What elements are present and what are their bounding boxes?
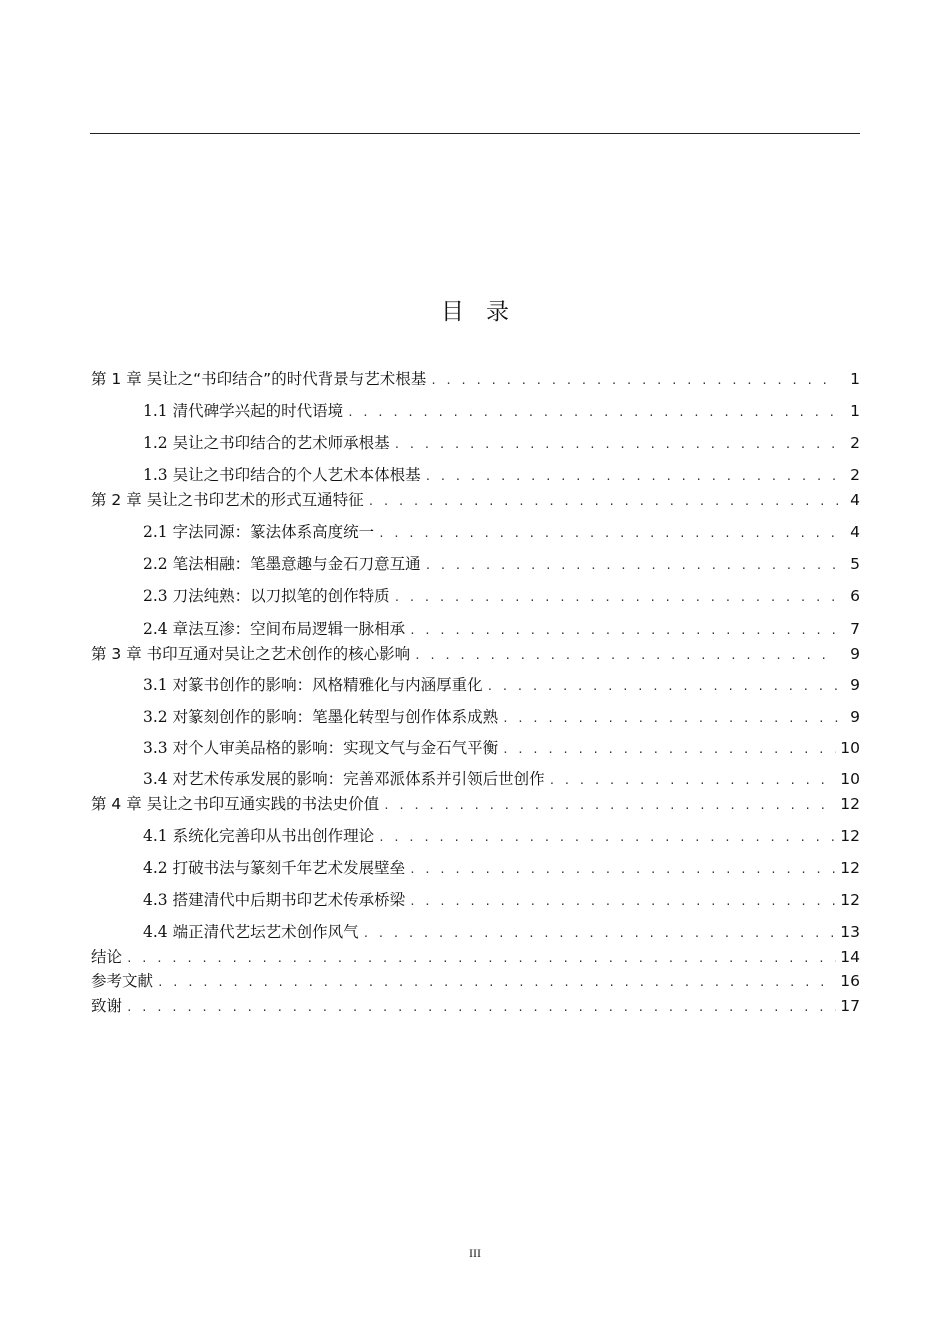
toc-entry-page: 7 [850,620,860,638]
dot-leader [394,584,838,610]
toc-entry-label: 1.3 吴让之书印结合的个人艺术本体根基 [143,466,421,484]
toc-entry-label: 3.2 对篆刻创作的影响：笔墨化转型与创作体系成熟 [143,708,499,726]
toc-entry-chapter-1[interactable] [91,367,860,391]
toc-entry-conclusion[interactable] [91,945,860,969]
toc-entry-section-1-3[interactable] [143,463,860,487]
dot-leader [409,617,838,643]
toc-entry-label: 参考文献 [91,972,154,990]
toc-entry-section-3-2[interactable] [143,705,860,729]
toc-entry-label: 3.4 对艺术传承发展的影响：完善邓派体系并引领后世创作 [143,770,545,788]
toc-entry-label: 2.4 章法互渗：空间布局逻辑一脉相承 [143,620,406,638]
toc-entry-chapter-3[interactable] [91,642,860,666]
toc-entry-page: 4 [850,491,860,509]
toc-entry-page: 12 [840,827,860,845]
toc-entry-section-4-1[interactable] [143,824,860,848]
toc-entry-section-4-3[interactable] [143,888,860,912]
toc-entry-label: 致谢 [91,997,123,1015]
dot-leader [487,673,838,699]
toc-entry-page: 14 [840,948,860,966]
dot-leader [394,431,838,457]
toc-entry-page: 6 [850,587,860,605]
toc-entry-label: 2.1 字法同源：篆法体系高度统一 [143,523,375,541]
dot-leader [409,856,836,882]
toc-entry-label: 3.3 对个人审美品格的影响：实现文气与金石气平衡 [143,739,499,757]
toc-entry-section-3-4[interactable] [143,767,860,791]
dot-leader [549,767,837,793]
toc-entry-page: 2 [850,466,860,484]
toc-entry-label: 1.2 吴让之书印结合的艺术师承根基 [143,434,390,452]
toc-entry-page: 12 [840,891,860,909]
toc-entry-label: 4.2 打破书法与篆刻千年艺术发展壁垒 [143,859,406,877]
toc-entry-section-1-2[interactable] [143,431,860,455]
toc-entry-label: 1.1 清代碑学兴起的时代语境 [143,402,344,420]
dot-leader [126,994,836,1020]
toc-entry-label: 3.1 对篆书创作的影响：风格精雅化与内涵厚重化 [143,676,483,694]
dot-leader [383,792,836,818]
toc-entry-chapter-4[interactable] [91,792,860,816]
toc-entry-page: 2 [850,434,860,452]
toc-entry-acknowledgements[interactable] [91,994,860,1018]
footer-page-number: III [469,1246,481,1260]
toc-entry-page: 1 [850,402,860,420]
toc-entry-section-3-1[interactable] [143,673,860,697]
toc-entry-label: 第 4 章 吴让之书印互通实践的书法史价值 [91,795,380,813]
toc-entry-label: 4.3 搭建清代中后期书印艺术传承桥梁 [143,891,406,909]
toc-entry-section-1-1[interactable] [143,399,860,423]
toc-entry-label: 第 3 章 书印互通对吴让之艺术创作的核心影响 [91,645,411,663]
dot-leader [425,463,838,489]
toc-entry-section-4-2[interactable] [143,856,860,880]
toc-entry-page: 10 [840,770,860,788]
toc-entry-page: 9 [850,676,860,694]
toc-entry-chapter-2[interactable] [91,488,860,512]
toc-entry-label: 4.1 系统化完善印从书出创作理论 [143,827,375,845]
dot-leader [126,945,836,971]
dot-leader [430,367,838,393]
dot-leader [378,824,836,850]
toc-entry-label: 第 2 章 吴让之书印艺术的形式互通特征 [91,491,364,509]
dot-leader [502,736,836,762]
dot-leader [368,488,838,514]
dot-leader [414,642,838,668]
toc-entry-page: 12 [840,859,860,877]
dot-leader [502,705,838,731]
toc-entry-section-2-4[interactable] [143,617,860,641]
toc-title: 目录 [441,299,531,325]
dot-leader [425,552,838,578]
dot-leader [157,969,836,995]
toc-entry-label: 2.2 笔法相融：笔墨意趣与金石刀意互通 [143,555,421,573]
dot-leader [378,520,838,546]
toc-entry-page: 9 [850,708,860,726]
toc-entry-page: 1 [850,370,860,388]
toc-entry-label: 4.4 端正清代艺坛艺术创作风气 [143,923,359,941]
toc-entry-page: 17 [840,997,860,1015]
dot-leader [363,920,837,946]
toc-entry-page: 4 [850,523,860,541]
toc-entry-page: 10 [840,739,860,757]
toc-entry-page: 5 [850,555,860,573]
toc-entry-label: 结论 [91,948,123,966]
toc-entry-section-2-2[interactable] [143,552,860,576]
dot-leader [409,888,836,914]
toc-entry-references[interactable] [91,969,860,993]
toc-entry-section-4-4[interactable] [143,920,860,944]
toc-entry-page: 12 [840,795,860,813]
toc-entry-section-2-3[interactable] [143,584,860,608]
dot-leader [347,399,838,425]
toc-entry-section-3-3[interactable] [143,736,860,760]
toc-entry-label: 第 1 章 吴让之“书印结合”的时代背景与艺术根基 [91,370,427,388]
toc-entry-label: 2.3 刀法纯熟：以刀拟笔的创作特质 [143,587,390,605]
toc-entry-page: 16 [840,972,860,990]
toc-entry-section-2-1[interactable] [143,520,860,544]
toc-entry-page: 9 [850,645,860,663]
toc-entry-page: 13 [840,923,860,941]
